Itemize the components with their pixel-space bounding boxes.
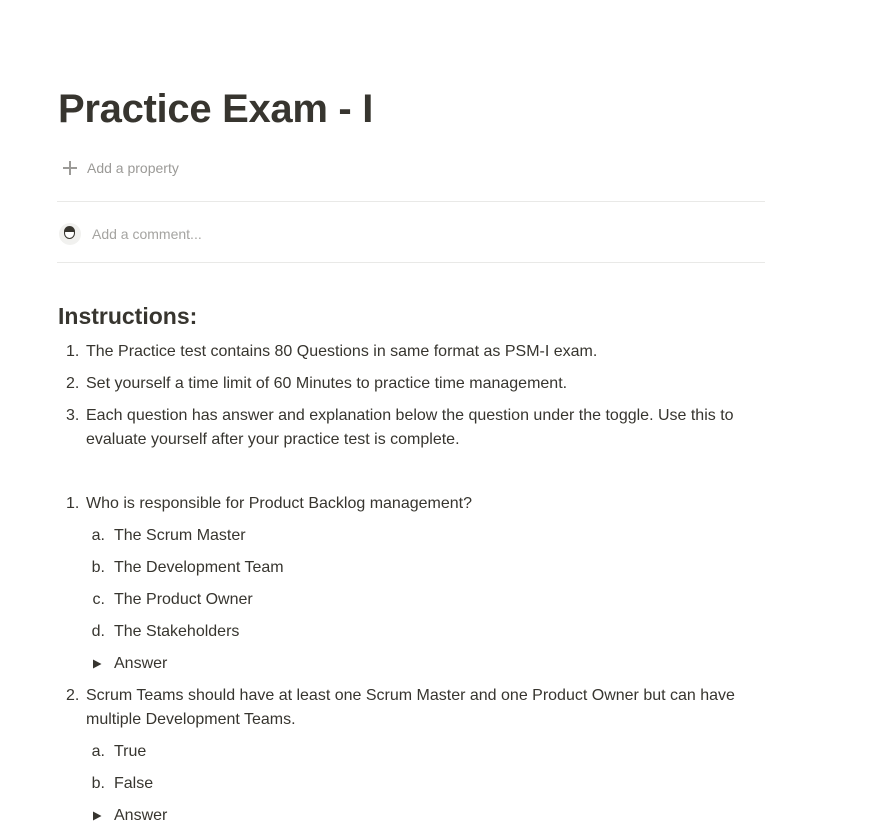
list-marker: 1. bbox=[66, 495, 80, 512]
option-item[interactable] bbox=[85, 740, 765, 764]
list-item-text: Each question has answer and explanation below the question under the toggle. Use this to evaluate yourself after your practice test is complete. bbox=[86, 407, 734, 448]
question-item[interactable] bbox=[57, 684, 765, 732]
list-marker: 1. bbox=[66, 343, 80, 360]
divider bbox=[57, 262, 765, 263]
option-marker: a. bbox=[91, 743, 105, 760]
instructions-heading[interactable]: Instructions: bbox=[58, 303, 198, 329]
option-marker: b. bbox=[91, 775, 105, 792]
option-marker: b. bbox=[91, 559, 105, 576]
option-marker: a. bbox=[91, 527, 105, 544]
option-text: The Scrum Master bbox=[114, 527, 246, 544]
add-property-button[interactable] bbox=[57, 155, 179, 181]
option-marker: c. bbox=[92, 591, 105, 608]
question-text: Who is responsible for Product Backlog management? bbox=[86, 495, 472, 512]
plus-icon bbox=[63, 161, 77, 175]
question-item[interactable] bbox=[57, 492, 765, 516]
triangle-right-icon[interactable] bbox=[85, 652, 114, 676]
list-marker: 2. bbox=[66, 687, 80, 704]
list-item[interactable] bbox=[57, 404, 765, 452]
option-text: The Development Team bbox=[114, 559, 284, 576]
comment-row bbox=[57, 221, 492, 247]
triangle-right-icon[interactable] bbox=[85, 804, 114, 828]
option-text: The Stakeholders bbox=[114, 623, 240, 640]
answer-toggle-label: Answer bbox=[114, 807, 168, 824]
option-text: True bbox=[114, 743, 147, 760]
page-title[interactable]: Practice Exam - I bbox=[58, 87, 374, 131]
list-item[interactable] bbox=[57, 372, 765, 396]
option-item[interactable] bbox=[85, 588, 765, 612]
answer-toggle[interactable] bbox=[85, 804, 765, 828]
list-marker: 3. bbox=[66, 407, 80, 424]
option-item[interactable] bbox=[85, 524, 765, 548]
list-marker: 2. bbox=[66, 375, 80, 392]
option-text: The Product Owner bbox=[114, 591, 253, 608]
option-item[interactable] bbox=[85, 620, 765, 644]
answer-toggle[interactable] bbox=[85, 652, 765, 676]
answer-toggle-label: Answer bbox=[114, 655, 168, 672]
comment-input[interactable] bbox=[92, 226, 492, 242]
avatar bbox=[59, 223, 81, 245]
list-item[interactable] bbox=[57, 340, 765, 364]
option-item[interactable] bbox=[85, 772, 765, 796]
option-item[interactable] bbox=[85, 556, 765, 580]
question-text: Scrum Teams should have at least one Scrum Master and one Product Owner but can have multiple Development Teams. bbox=[86, 687, 735, 728]
list-item-text: Set yourself a time limit of 60 Minutes to practice time management. bbox=[86, 375, 568, 392]
list-item-text: The Practice test contains 80 Questions in same format as PSM-I exam. bbox=[86, 343, 598, 360]
divider bbox=[57, 201, 765, 202]
add-property-label: Add a property bbox=[87, 160, 179, 176]
option-marker: d. bbox=[91, 623, 105, 640]
option-text: False bbox=[114, 775, 154, 792]
